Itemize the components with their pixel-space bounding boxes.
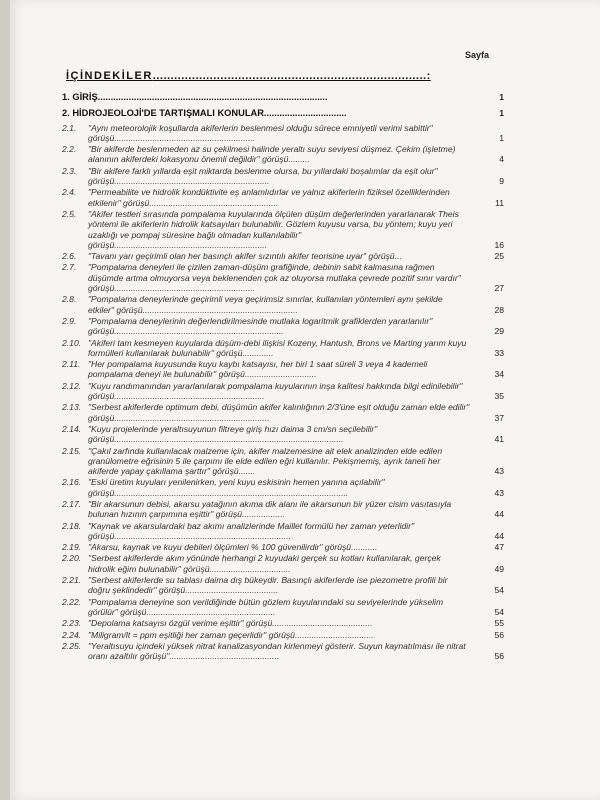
toc-entry-text: "Miligram/lt = ppm eşitliği her zaman geçerlidir" görüşü................................. bbox=[88, 629, 374, 640]
toc-entry-text: "Her pompalama kuyusunda kuyu kaybı katsayısı, her biri 1 saat süreli 3 veya 4 kademeli pompalama deneyi ile bulunabilir" görüşü.............................. bbox=[88, 359, 428, 380]
toc-entry-number: 2.5. bbox=[62, 208, 77, 219]
toc-entry-text: "Bir akiferde beslenmeden az su çekilmesi halinde yeraltı suyu seviyesi düşmez. Çekim (işletme) alanının akiferdeki lokasyonu önemli değildir" görüşü......... bbox=[88, 144, 456, 165]
toc-entry bbox=[62, 251, 510, 261]
toc-entry bbox=[62, 381, 510, 402]
toc-entry bbox=[62, 209, 510, 250]
toc-entry bbox=[62, 575, 510, 596]
toc-entry-number: 2.22. bbox=[62, 596, 82, 607]
toc-entry bbox=[62, 402, 510, 423]
toc-entry-page: 35 bbox=[494, 391, 504, 402]
toc-entry-page: 33 bbox=[494, 347, 504, 358]
toc-entry bbox=[62, 144, 510, 165]
toc-entry-page: 29 bbox=[494, 326, 504, 337]
toc-entry-page: 47 bbox=[494, 542, 504, 553]
toc-entry-page: 43 bbox=[494, 466, 504, 477]
toc-entry bbox=[62, 294, 510, 315]
toc-entry bbox=[62, 597, 510, 618]
toc-entry bbox=[62, 187, 510, 208]
toc-entry-text: "Pompalama deneyine son verildiğinde bütün gözlem kuyularındaki su seviyelerinde yükselim görülür" görüşü...................................................... bbox=[88, 596, 444, 617]
toc-entry-text: "Pompalama deneylerinin değerlendirilmesinde mutlaka logaritmik grafiklerden yararlanılır" görüşü....................................................................... bbox=[88, 315, 433, 337]
toc-entry-page: 44 bbox=[494, 509, 504, 520]
toc-entry-text: "Pompalama deneylerinde geçirimli veya geçirimsiz sınırlar, kullanılan yöntemleri aynı şekilde etkiler" görüşü................................................................. bbox=[88, 294, 443, 315]
toc-entry-text: "Bir akarsunun debisi, akarsu yatağının akıma dik alanı ile akarsunun bir yüzer cisim vasıtasıyla bulunan hızının çarpımına eşittir" görüşü.................. bbox=[88, 498, 452, 520]
toc-entry-text: "Pompalama deneyleri ile çizilen zaman-düşüm grafiğinde, debinin sabit kalmasına rağmen düşümde artma olmuyorsa veya beklenenden çok az oluyorsa mutlaka çevrede pozitif sınır vardır" görüşü........................................................... bbox=[88, 262, 461, 294]
toc-entry-text: "Bir akifere farklı yıllarda eşit miktarda beslenme olursa, bu yıllardaki boşalımlar da eşit olur" görüşü................................................................. bbox=[88, 165, 438, 187]
toc-entry-number: 2.8. bbox=[62, 294, 77, 305]
toc-entry-number: 2.21. bbox=[62, 575, 82, 586]
toc-entry bbox=[62, 630, 510, 640]
toc-entry-text: "Aynı meteorolojik koşullarda akiferlerin beslenmesi olduğu sürece emniyetli verimi sabittir" görüşü........................................................... bbox=[88, 122, 433, 143]
toc-entry-text: 2. HİDROJEOLOJİ'DE TARTIŞMALI KONULAR................................ bbox=[62, 108, 347, 119]
toc-entry-number: 2.18. bbox=[62, 520, 82, 531]
page-column-label: Sayfa bbox=[465, 50, 490, 60]
toc-entry bbox=[62, 316, 510, 337]
toc-entry bbox=[62, 424, 510, 445]
toc-entry-page: 1 bbox=[499, 108, 504, 119]
toc-entry-number: 2.11. bbox=[62, 359, 81, 370]
toc-entry-text: "Tavanı yarı geçirimli olan her basınçlı akifer sızıntılı akifer teorisine uyar" görüşü... bbox=[88, 251, 402, 262]
toc-entry-number: 2.16. bbox=[62, 477, 82, 488]
toc-entry-page: 49 bbox=[494, 563, 504, 574]
toc-entry-text: "Akarsu, kaynak ve kuyu debileri ölçümleri % 100 güvenilirdir" görüşü........... bbox=[88, 542, 378, 553]
toc-entry-text: "Çakıl zarfında kullanılacak malzeme için, akifer malzemesine ait elek analizinden elde edilen granülometre eğrisinin 5 ile çarpımı ile elde edilen eğri kullanılır. Pekişmemiş, ayrık taneli her akiferde yapay çakıllama şarttır" görüşü....... bbox=[88, 445, 443, 477]
toc-entry-text: "Serbest akiferlerde akım yönünde herhangi 2 kuyudaki gerçek su kotları kullanılarak, gerçek hidrolik eğim bulunabilir" görüşü.................................. bbox=[88, 553, 441, 574]
toc-entry-text: "Depolama katsayısı özgül verime eşittir" görüşü.......................................... bbox=[88, 618, 373, 629]
toc-entry-page: 54 bbox=[494, 606, 504, 617]
toc-entry-page: 34 bbox=[494, 369, 504, 380]
toc-entry bbox=[62, 521, 510, 542]
toc-title-text: İÇİNDEKİLER bbox=[66, 70, 153, 82]
toc-entry-number: 2.4. bbox=[62, 187, 77, 198]
toc-entry-number: 2.12. bbox=[62, 380, 82, 391]
toc-entry-text: "Permeabilite ve hidrolik kondüktivite eş anlamlıdırlar ve yalnız akiferlerin fiziksel özelliklerinden etkilenir" görüşü...................................................... bbox=[88, 187, 450, 208]
toc-entry-text: 1. GİRİŞ......................................................................................... bbox=[62, 92, 328, 102]
toc-entry bbox=[62, 108, 510, 118]
toc-entry-text: "Serbest akiferlerde su tablası daima dış bükeydir. Basınçlı akiferlerde ise piezometre profili bir doğru şeklindedir" görüşü....................................... bbox=[88, 575, 448, 596]
toc-entry bbox=[62, 338, 510, 359]
toc-entry bbox=[62, 499, 510, 520]
toc-entry-page: 27 bbox=[494, 283, 504, 294]
toc-entry-number: 2.13. bbox=[62, 402, 82, 413]
toc-entry bbox=[62, 92, 510, 102]
toc-entry bbox=[62, 542, 510, 552]
toc-entry-page: 16 bbox=[494, 239, 504, 250]
toc-entry-text: "Serbest akiferlerde optimum debi, düşümün akifer kalınlığının 2/3'üne eşit olduğu zaman elde edilir" görüşü................................................................. bbox=[88, 402, 470, 423]
toc-entry-number: 2.10. bbox=[62, 337, 82, 348]
toc-entry-number: 2.7. bbox=[62, 262, 77, 273]
toc-entry-text: "Akiferi tam kesmeyen kuyularda düşüm-debi ilişkisi Kozeny, Hantush, Brons ve Marting yarım kuyu formülleri kullanılarak bulunabilir" görüşü............. bbox=[88, 337, 467, 358]
toc-entry bbox=[62, 262, 510, 293]
toc-entry-number: 2.24. bbox=[62, 629, 82, 640]
toc-entry-page: 56 bbox=[494, 629, 504, 640]
toc-entry bbox=[62, 641, 510, 662]
toc-title: İÇİNDEKİLER.............................................................................: bbox=[66, 70, 431, 82]
toc-entry-page: 25 bbox=[494, 251, 504, 262]
toc-entry-page: 54 bbox=[494, 585, 504, 596]
toc-entry-number: 2.2. bbox=[62, 144, 77, 155]
toc-entry-text: "Eski üretim kuyuları yenilenirken, yeni kuyu eskisinin hemen yanına açılabilir" görüşü.................................................................................................. bbox=[88, 477, 385, 498]
toc-entry-number: 2.9. bbox=[62, 315, 77, 326]
book-page bbox=[10, 0, 600, 800]
toc-entry-number: 2.6. bbox=[62, 251, 77, 262]
toc-entry-page: 37 bbox=[494, 412, 504, 423]
toc-entry-text: "Kuyu projelerinde yeraltısuyunun filtreye giriş hızı daima 3 cm/sn seçilebilir" görüşü................................................................................................ bbox=[88, 423, 378, 445]
toc-entry-page: 4 bbox=[499, 154, 504, 165]
toc-entry-number: 2.14. bbox=[62, 423, 82, 434]
toc-entry-page: 28 bbox=[494, 304, 504, 315]
toc-entry bbox=[62, 446, 510, 477]
toc-entry bbox=[62, 359, 510, 380]
toc-entry-text: "Yeraltısuyu içindeki yüksek nitrat kanalizasyondan kirlenmeyi gösterir. Suyun kaynatılması ile nitrat oranı azaltılır görüşü".............................................. bbox=[88, 640, 466, 662]
toc-entry bbox=[62, 477, 510, 498]
toc-entry-number: 2.17. bbox=[62, 498, 82, 509]
toc-entry-number: 2.15. bbox=[62, 445, 82, 456]
toc-entry bbox=[62, 618, 510, 628]
toc-entry-number: 2.3. bbox=[62, 165, 77, 176]
table-of-contents bbox=[62, 92, 510, 662]
toc-entry bbox=[62, 553, 510, 574]
toc-entry-number: 2.19. bbox=[62, 542, 82, 553]
toc-entry-number: 2.20. bbox=[62, 553, 82, 564]
toc-entry-page: 11 bbox=[495, 197, 504, 208]
toc-entry-text: "Kuyu randımanından yararlanılarak pompalama kuyularının inşa kalitesi hakkında bilgi edinilebilir" görüşü............................................................... bbox=[88, 380, 463, 402]
toc-entry bbox=[62, 166, 510, 187]
toc-entry-number: 2.23. bbox=[62, 618, 82, 629]
toc-entry-page: 55 bbox=[494, 618, 504, 629]
toc-entry-number: 2.1. bbox=[62, 122, 77, 133]
toc-entry-page: 1 bbox=[499, 132, 504, 143]
toc-entry-page: 56 bbox=[494, 651, 504, 662]
toc-entry-text: "Kaynak ve akarsulardaki baz akımı analizlerinde Maillet formülü her zaman yeterlidir" görüşü.......................................................................... bbox=[88, 520, 415, 541]
toc-entry-page: 9 bbox=[499, 176, 504, 187]
toc-entry-page: 44 bbox=[494, 530, 504, 541]
toc-entry bbox=[62, 123, 510, 144]
toc-entry-page: 1 bbox=[499, 92, 504, 102]
toc-entry-page: 41 bbox=[494, 434, 504, 445]
toc-entry-text: "Akifer testleri sırasında pompalama kuyularında ölçülen düşüm değerlerinden yararlanarak Theis yöntemi ile akiferlerin hidrolik katsayıları bulunabilir. Gözlem kuyusu varsa, bu yöntem; kuyu yeri uzaklığı ve pompaj süresine bağlı olmadan kullanılabilir" görüşü................................................................ bbox=[88, 208, 459, 250]
toc-entry-number: 2.25. bbox=[62, 640, 82, 651]
toc-entry-page: 43 bbox=[494, 487, 504, 498]
